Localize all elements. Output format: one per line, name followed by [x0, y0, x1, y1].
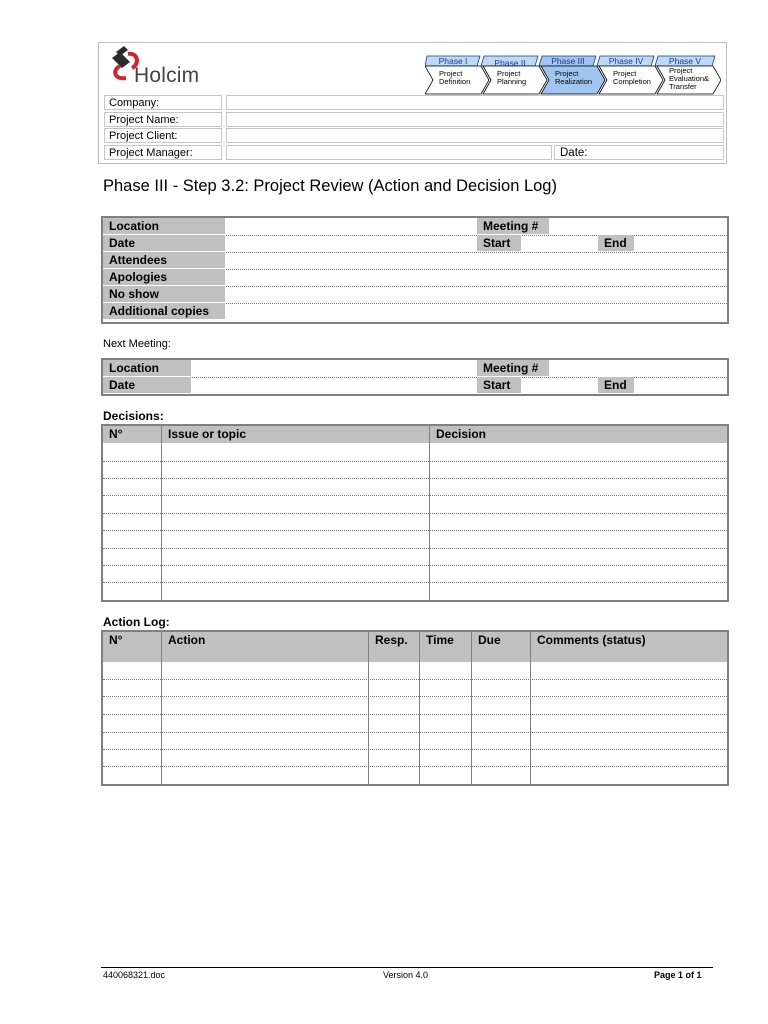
attendees-label: Attendees: [103, 252, 225, 268]
project-client-row: [104, 128, 724, 144]
action-row-line: [103, 714, 727, 715]
meeting-row-attendees: [103, 252, 727, 270]
decisions-row-line: [103, 495, 727, 496]
phase-4-description: [613, 70, 651, 86]
project-name-field[interactable]: [226, 112, 724, 127]
next-start-label: Start: [477, 377, 521, 393]
next-meeting-number-label: Meeting #: [477, 360, 549, 376]
next-location-label: Location: [103, 360, 191, 376]
phase-2-description: [497, 70, 526, 86]
decisions-col-issue: Issue or topic: [168, 427, 247, 441]
no-show-field[interactable]: [226, 286, 727, 302]
phase-5-description: [669, 67, 709, 91]
meeting-number-field[interactable]: [550, 218, 727, 234]
phase-2-line-1: Project: [497, 69, 521, 78]
project-client-label: Project Client:: [104, 128, 222, 143]
apologies-field[interactable]: [226, 269, 727, 285]
phase-2-line-2: Planning: [497, 77, 527, 86]
decisions-header-row: [103, 426, 727, 443]
meeting-table: [101, 216, 729, 324]
meeting-date-field[interactable]: [226, 235, 476, 251]
page-title: Phase III - Step 3.2: Project Review (Action and Decision Log): [103, 177, 557, 195]
location-label: Location: [103, 218, 225, 234]
action-log-table: [101, 630, 729, 786]
start-field[interactable]: [522, 235, 597, 251]
company-field[interactable]: [226, 95, 724, 110]
phase-5-line-2: Evaluation&: [669, 74, 710, 83]
action-row-line: [103, 696, 727, 697]
project-manager-field[interactable]: [226, 145, 552, 160]
meeting-row-additional-copies: [103, 303, 727, 320]
action-divider-1: [161, 632, 162, 784]
footer-divider: [101, 967, 713, 968]
action-divider-5: [530, 632, 531, 784]
phase-2-label[interactable]: Phase II: [494, 58, 526, 68]
next-meeting-number-field[interactable]: [550, 360, 727, 376]
action-divider-2: [368, 632, 369, 784]
next-meeting-table: [101, 358, 729, 396]
date-row-label: Date: [103, 235, 225, 251]
next-date-label: Date: [103, 377, 191, 393]
phase-4-line-1: Project: [613, 69, 637, 78]
additional-copies-label: Additional copies: [103, 303, 225, 319]
meeting-row-apologies: [103, 269, 727, 287]
phase-4-line-2: Completion: [613, 77, 651, 86]
phase-4-label[interactable]: Phase IV: [608, 56, 644, 66]
action-divider-4: [471, 632, 472, 784]
company-row: [104, 95, 724, 111]
phase-1-description: [439, 70, 470, 86]
action-col-due: Due: [478, 633, 501, 647]
end-field[interactable]: [635, 235, 727, 251]
next-end-label: End: [598, 377, 634, 393]
logo-text: Holcim: [134, 64, 200, 87]
next-date-field[interactable]: [192, 377, 476, 393]
phase-5-line-1: Project: [669, 66, 693, 75]
footer-version: Version 4.0: [383, 970, 429, 980]
next-meeting-label: Next Meeting:: [103, 338, 171, 350]
phase-3-label[interactable]: Phase III: [551, 56, 585, 66]
action-divider-3: [419, 632, 420, 784]
end-label: End: [598, 235, 634, 251]
start-label: Start: [477, 235, 521, 251]
project-name-label: Project Name:: [104, 112, 222, 127]
phase-navigator: [425, 54, 721, 96]
project-manager-row: [104, 145, 724, 161]
next-start-field[interactable]: [522, 377, 597, 393]
action-col-time: Time: [426, 633, 454, 647]
phase-1-line-2: Definition: [439, 77, 471, 86]
project-client-field[interactable]: [226, 128, 724, 143]
decisions-row-line: [103, 478, 727, 479]
action-col-resp: Resp.: [375, 633, 408, 647]
action-row-line: [103, 732, 727, 733]
action-row-line: [103, 679, 727, 680]
additional-copies-field[interactable]: [226, 303, 727, 319]
action-col-comments: Comments (status): [537, 633, 646, 647]
meeting-row-no-show: [103, 286, 727, 304]
decisions-table: [101, 424, 729, 602]
action-row-line: [103, 749, 727, 750]
company-label: Company:: [104, 95, 222, 110]
next-meeting-row-location: [103, 360, 727, 378]
action-log-header-row: [103, 632, 727, 662]
decisions-row-line: [103, 582, 727, 583]
next-location-field[interactable]: [192, 360, 476, 376]
decisions-row-line: [103, 513, 727, 514]
attendees-field[interactable]: [226, 252, 727, 268]
decisions-row-line: [103, 530, 727, 531]
phase-3-line-1: Project: [555, 69, 579, 78]
project-manager-label: Project Manager:: [104, 145, 222, 160]
meeting-number-label: Meeting #: [477, 218, 549, 234]
decisions-col-decision: Decision: [436, 427, 487, 441]
date-field[interactable]: [554, 145, 724, 160]
next-meeting-row-date: [103, 377, 727, 394]
action-col-number: N°: [109, 633, 123, 647]
meeting-row-date: [103, 235, 727, 253]
project-name-row: [104, 112, 724, 128]
footer-page: Page 1 of 1: [654, 970, 702, 980]
action-log-label: Action Log:: [103, 615, 170, 629]
decisions-row-line: [103, 565, 727, 566]
footer-filename: 440068321.doc: [103, 970, 166, 980]
decisions-row-line: [103, 461, 727, 462]
decisions-label: Decisions:: [103, 409, 164, 423]
action-row-line: [103, 766, 727, 767]
phase-3-line-2: Realization: [555, 77, 593, 86]
decisions-row-line: [103, 548, 727, 549]
phase-5-line-3: Transfer: [669, 82, 697, 91]
next-end-field[interactable]: [635, 377, 727, 393]
holcim-logo: [100, 44, 216, 92]
phase-3-description: [555, 70, 592, 86]
phase-1-line-1: Project: [439, 69, 463, 78]
decisions-col-number: N°: [109, 427, 123, 441]
date-label: Date:: [560, 147, 588, 159]
phase-5-label[interactable]: Phase V: [668, 56, 702, 66]
location-field[interactable]: [226, 218, 476, 234]
action-col-action: Action: [168, 633, 206, 647]
meeting-row-location: [103, 218, 727, 236]
phase-1-label[interactable]: Phase I: [438, 56, 468, 66]
apologies-label: Apologies: [103, 269, 225, 285]
no-show-label: No show: [103, 286, 225, 302]
